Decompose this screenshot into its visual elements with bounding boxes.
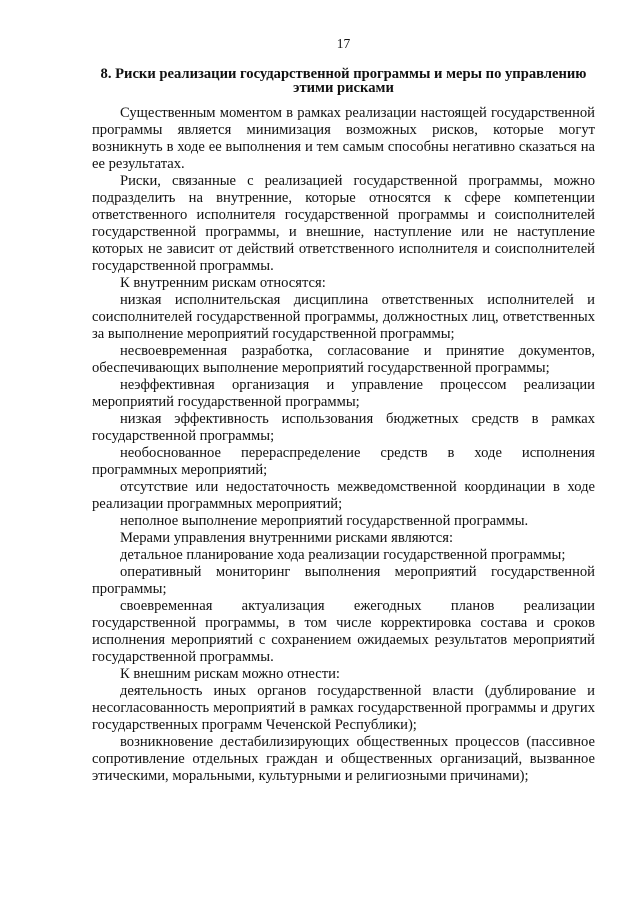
paragraph: Риски, связанные с реализацией государственной программы, можно подразделить на внутренние, которые относятся к сфере компетенции ответственного исполнителя государственной программы и соисполнителей государственной программы, и внешние, наступление или не наступление которых не зависит от действий ответственного исполнителя и соисполнителей государственной программы. <box>92 173 595 274</box>
list-item: оперативный мониторинг выполнения мероприятий государственной программы; <box>92 564 595 597</box>
page-number: 17 <box>336 36 351 51</box>
list-item: деятельность иных органов государственной власти (дублирование и несогласованность мероприятий в рамках государственной программы и других государственных программ Чеченской Республики); <box>92 683 595 733</box>
list-item: низкая эффективность использования бюджетных средств в рамках государственной программы; <box>92 411 595 444</box>
paragraph: Мерами управления внутренними рисками являются: <box>120 530 454 546</box>
list-item: отсутствие или недостаточность межведомственной координации в ходе реализации программных мероприятий; <box>92 479 595 512</box>
list-item: своевременная актуализация ежегодных планов реализации государственной программы, в том числе корректировка состава и сроков исполнения мероприятий с сохранением ожидаемых результатов мероприятий государственной программы. <box>92 598 595 665</box>
list-item: детальное планирование хода реализации государственной программы; <box>120 547 566 563</box>
list-item: неполное выполнение мероприятий государственной программы. <box>120 513 529 529</box>
list-item: несвоевременная разработка, согласование и принятие документов, обеспечивающих выполнение мероприятий государственной программы; <box>92 343 595 376</box>
list-item: низкая исполнительская дисциплина ответственных исполнителей и соисполнителей государственной программы, должностных лиц, ответственных за выполнение мероприятий государственной программы; <box>92 292 595 342</box>
paragraph: К внешним рискам можно отнести: <box>120 666 340 682</box>
paragraph: Существенным моментом в рамках реализации настоящей государственной программы является минимизация возможных рисков, которые могут возникнуть в ходе ее выполнения и тем самым способны негативно сказаться на ее результатах. <box>92 105 595 172</box>
list-item: неэффективная организация и управление процессом реализации мероприятий государственной программы; <box>92 377 595 410</box>
section-heading: 8. Риски реализации государственной программы и меры по управлению этими рисками <box>100 66 587 96</box>
list-item: необоснованное перераспределение средств в ходе исполнения программных мероприятий; <box>92 445 595 478</box>
paragraph: К внутренним рискам относятся: <box>120 275 326 291</box>
list-item: возникновение дестабилизирующих общественных процессов (пассивное сопротивление отдельных граждан и общественных организаций, вызванное этическими, моральными, культурными и религиозными причинами); <box>92 734 595 784</box>
document-page <box>92 36 595 785</box>
